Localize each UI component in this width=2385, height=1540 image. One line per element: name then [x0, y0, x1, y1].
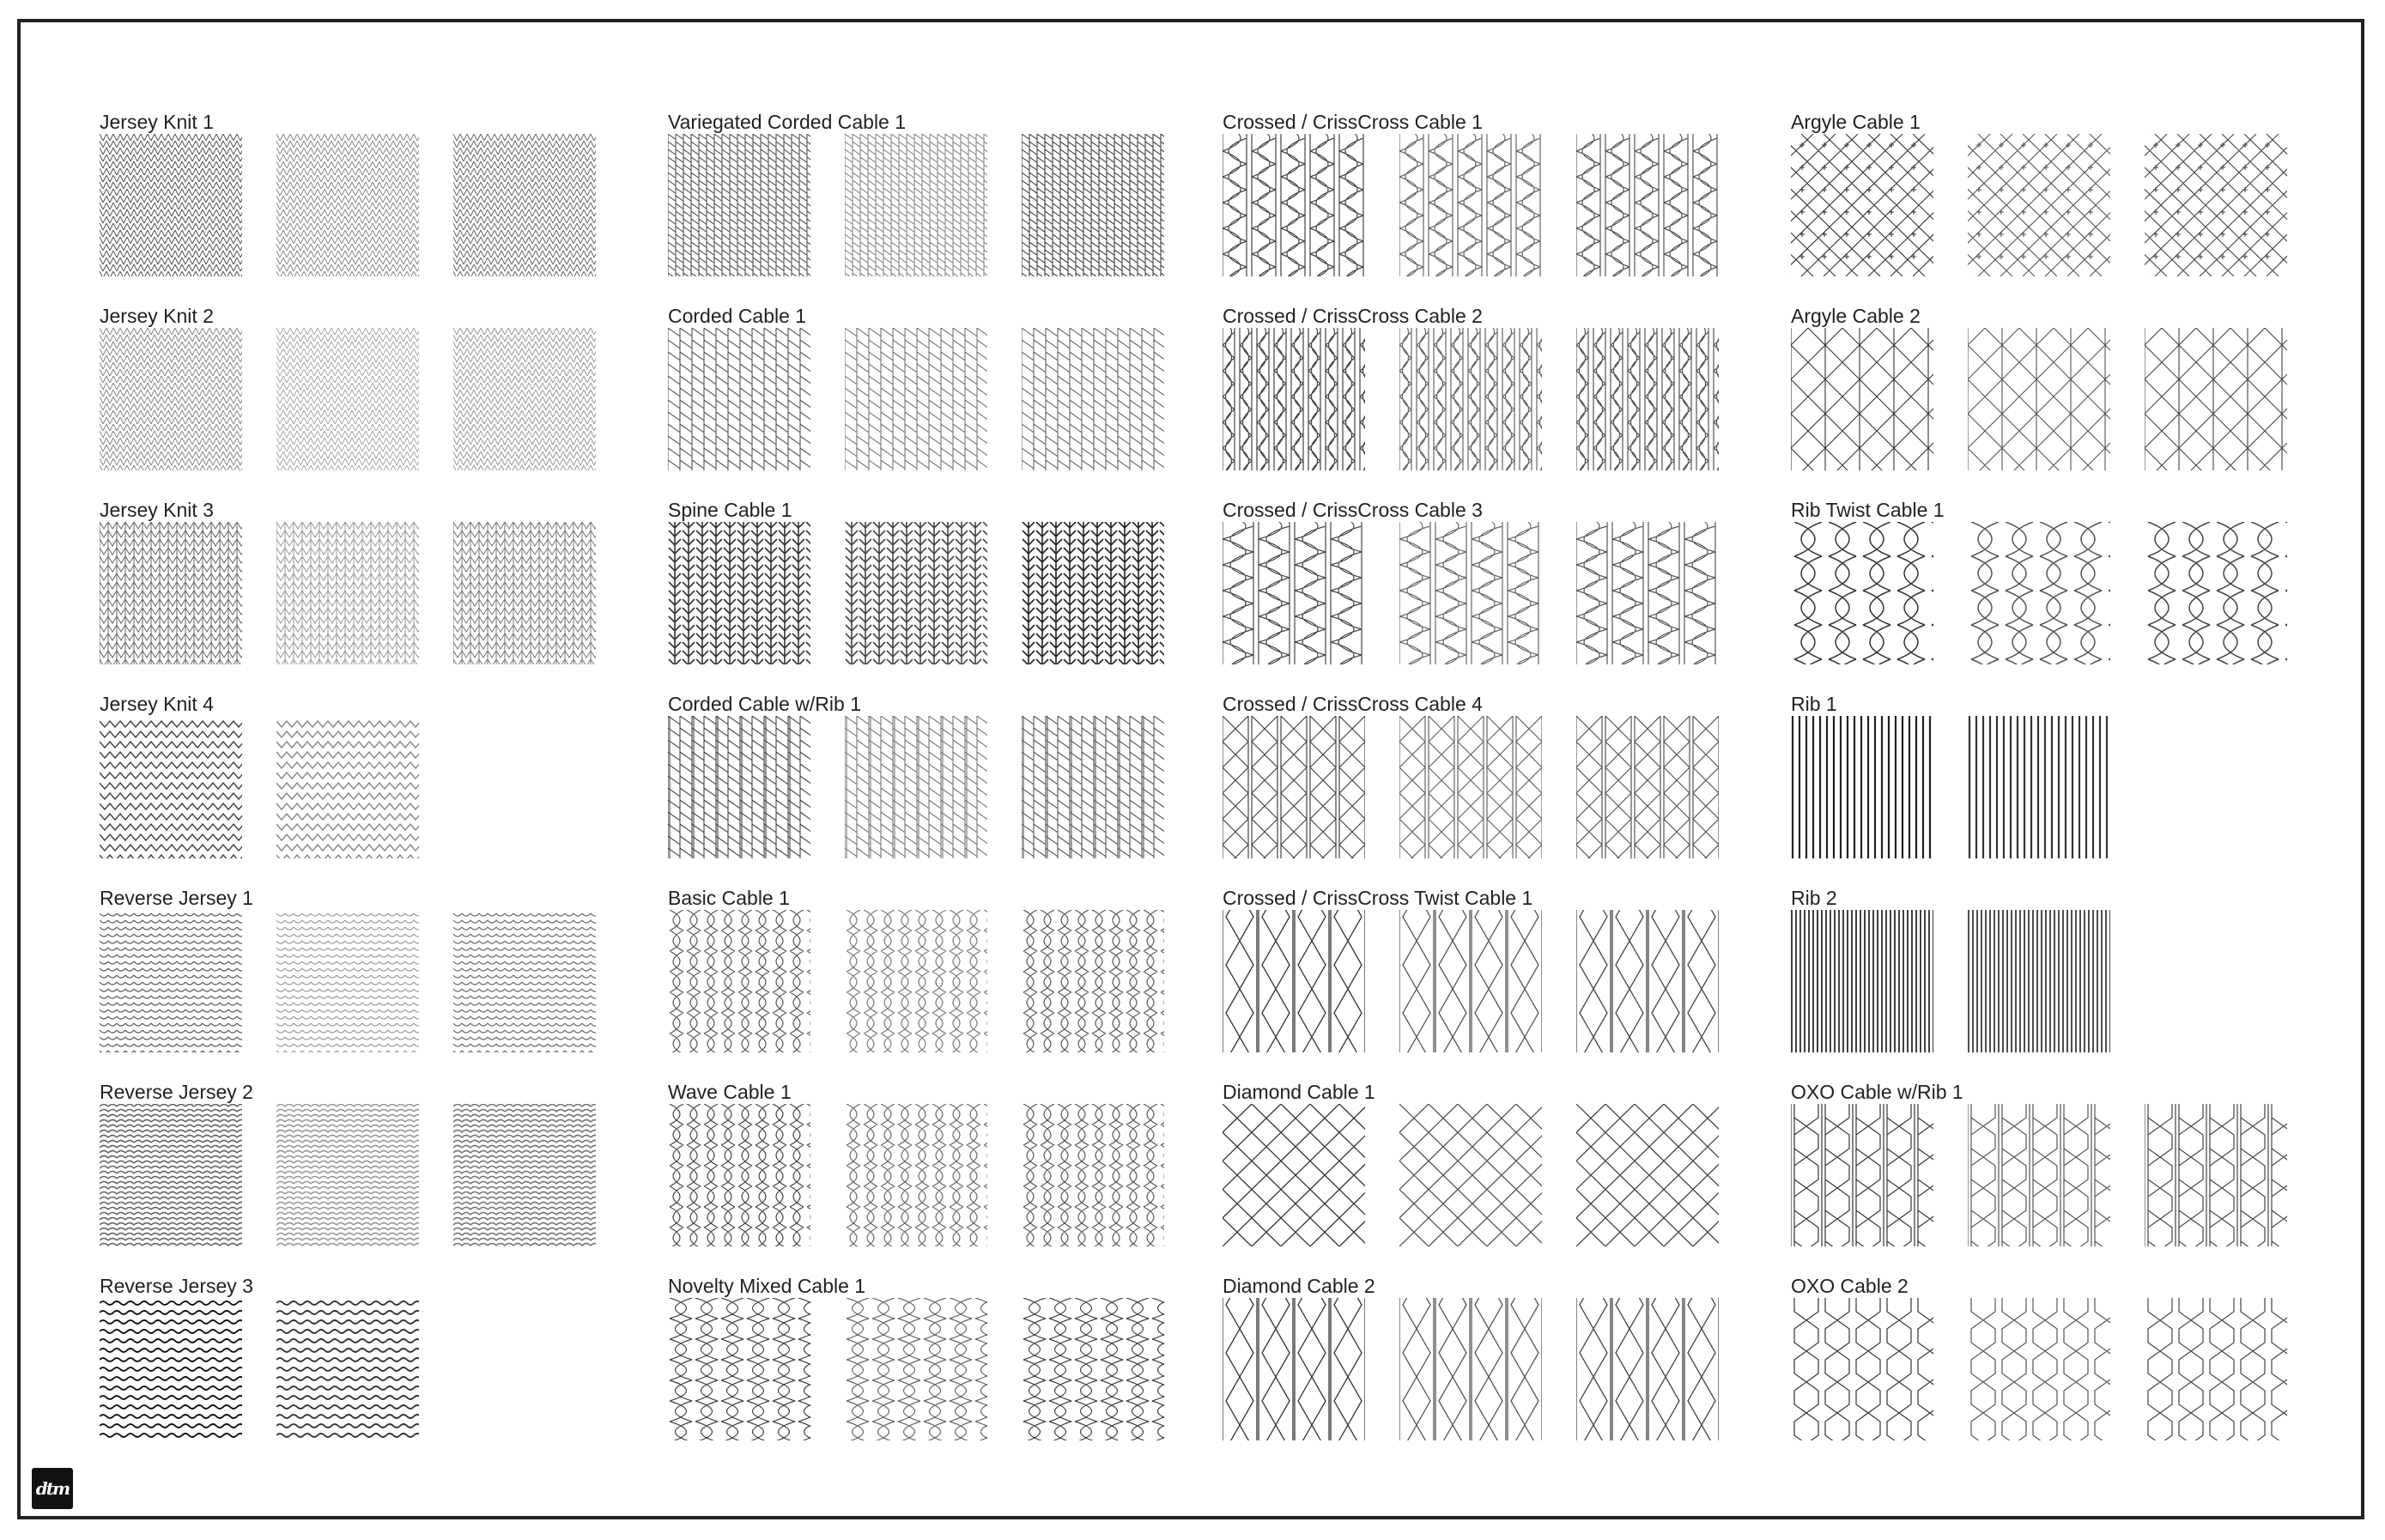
pattern-swatch — [1791, 1298, 1933, 1440]
pattern-swatch — [1968, 134, 2110, 276]
pattern-swatch — [453, 1104, 596, 1246]
swatch-texture — [276, 1104, 419, 1246]
swatch-texture — [100, 1104, 242, 1246]
pattern-group — [1223, 498, 1789, 670]
swatch-texture — [2145, 522, 2287, 664]
swatch-texture — [1791, 1104, 1933, 1246]
pattern-swatch — [1791, 910, 1933, 1052]
pattern-swatch — [1022, 910, 1164, 1052]
swatch-texture — [1968, 522, 2110, 664]
swatch-texture — [668, 134, 810, 276]
pattern-swatch — [1791, 716, 1933, 858]
pattern-group — [1223, 886, 1789, 1058]
swatch-texture — [276, 1298, 419, 1440]
pattern-title: Rib 2 — [1791, 887, 1837, 909]
pattern-title: OXO Cable 2 — [1791, 1275, 1909, 1297]
swatch-texture — [100, 328, 242, 470]
pattern-swatch — [276, 522, 419, 664]
swatch-texture — [1791, 716, 1933, 858]
pattern-title: Crossed / CrissCross Twist Cable 1 — [1223, 887, 1533, 909]
swatch-texture — [1791, 328, 1933, 470]
swatch-texture — [1022, 1104, 1164, 1246]
pattern-swatch — [668, 910, 810, 1052]
brand-logo-text: dtm — [35, 1478, 70, 1499]
pattern-swatch — [2145, 522, 2287, 664]
swatch-texture — [2145, 1104, 2287, 1246]
pattern-group — [1791, 498, 2358, 670]
swatch-texture — [100, 1298, 242, 1440]
pattern-title: Crossed / CrissCross Cable 1 — [1223, 111, 1483, 133]
swatch-texture — [453, 910, 596, 1052]
swatch-texture — [1968, 716, 2110, 858]
swatch-texture — [1022, 716, 1164, 858]
pattern-group — [668, 1274, 1235, 1446]
pattern-swatch — [1223, 134, 1365, 276]
pattern-swatch — [1968, 1104, 2110, 1246]
pattern-swatch — [100, 134, 242, 276]
pattern-swatch — [276, 134, 419, 276]
pattern-swatch — [1968, 1298, 2110, 1440]
pattern-swatch — [1399, 1298, 1542, 1440]
swatch-texture — [1968, 1298, 2110, 1440]
swatch-texture — [668, 716, 810, 858]
pattern-swatch — [845, 1298, 987, 1440]
pattern-group — [668, 498, 1235, 670]
pattern-title: Argyle Cable 1 — [1791, 111, 1921, 133]
pattern-swatch — [1223, 522, 1365, 664]
pattern-swatch — [1022, 328, 1164, 470]
pattern-title: Crossed / CrissCross Cable 3 — [1223, 499, 1483, 521]
swatch-texture — [276, 328, 419, 470]
swatch-texture — [1022, 1298, 1164, 1440]
pattern-swatch — [845, 328, 987, 470]
swatch-texture — [1968, 134, 2110, 276]
pattern-swatch — [668, 1104, 810, 1246]
pattern-group — [1791, 110, 2358, 282]
pattern-swatch — [1576, 1104, 1719, 1246]
swatch-texture — [845, 1104, 987, 1246]
swatch-texture — [2145, 1298, 2287, 1440]
pattern-swatch — [668, 1298, 810, 1440]
swatch-texture — [845, 716, 987, 858]
swatch-texture — [1022, 134, 1164, 276]
swatch-texture — [1223, 1104, 1365, 1246]
pattern-group — [668, 886, 1235, 1058]
swatch-texture — [1022, 910, 1164, 1052]
pattern-swatch — [1022, 1298, 1164, 1440]
pattern-swatch — [1399, 1104, 1542, 1246]
swatch-texture — [100, 522, 242, 664]
pattern-swatch — [845, 716, 987, 858]
pattern-swatch — [100, 522, 242, 664]
swatch-texture — [1576, 716, 1719, 858]
pattern-group — [1223, 1274, 1789, 1446]
pattern-group — [100, 110, 666, 282]
pattern-group — [668, 1080, 1235, 1252]
swatch-texture — [100, 134, 242, 276]
pattern-swatch — [100, 1298, 242, 1440]
swatch-texture — [668, 328, 810, 470]
pattern-group — [100, 1080, 666, 1252]
swatch-texture — [2145, 328, 2287, 470]
pattern-swatch — [1399, 910, 1542, 1052]
pattern-group — [668, 304, 1235, 476]
swatch-texture — [453, 1104, 596, 1246]
pattern-swatch — [845, 1104, 987, 1246]
swatch-texture — [1576, 328, 1719, 470]
pattern-swatch — [845, 134, 987, 276]
pattern-swatch — [1223, 1104, 1365, 1246]
swatch-texture — [1576, 910, 1719, 1052]
pattern-title: Crossed / CrissCross Cable 2 — [1223, 305, 1483, 327]
swatch-texture — [1576, 134, 1719, 276]
pattern-swatch — [1223, 910, 1365, 1052]
pattern-swatch — [276, 1298, 419, 1440]
pattern-title: Novelty Mixed Cable 1 — [668, 1275, 866, 1297]
pattern-swatch — [453, 522, 596, 664]
pattern-swatch — [2145, 1298, 2287, 1440]
pattern-group — [1223, 692, 1789, 864]
swatch-texture — [1968, 328, 2110, 470]
swatch-texture — [1791, 134, 1933, 276]
swatch-texture — [1223, 910, 1365, 1052]
pattern-title: Crossed / CrissCross Cable 4 — [1223, 693, 1483, 715]
pattern-title: Jersey Knit 1 — [100, 111, 214, 133]
pattern-swatch — [453, 134, 596, 276]
pattern-swatch — [276, 328, 419, 470]
pattern-swatch — [100, 1104, 242, 1246]
pattern-swatch — [1968, 716, 2110, 858]
swatch-texture — [1022, 522, 1164, 664]
swatch-texture — [276, 522, 419, 664]
pattern-swatch — [845, 522, 987, 664]
swatch-texture — [845, 522, 987, 664]
swatch-texture — [1399, 1298, 1542, 1440]
swatch-texture — [100, 910, 242, 1052]
pattern-swatch — [1022, 716, 1164, 858]
pattern-swatch — [453, 910, 596, 1052]
swatch-texture — [1968, 1104, 2110, 1246]
pattern-group — [100, 304, 666, 476]
swatch-texture — [1223, 328, 1365, 470]
swatch-texture — [1576, 1298, 1719, 1440]
swatch-texture — [668, 1104, 810, 1246]
pattern-group — [1223, 110, 1789, 282]
swatch-texture — [1223, 134, 1365, 276]
swatch-texture — [1576, 522, 1719, 664]
pattern-title: Reverse Jersey 2 — [100, 1081, 253, 1103]
pattern-title: Jersey Knit 4 — [100, 693, 214, 715]
swatch-texture — [668, 522, 810, 664]
swatch-texture — [1791, 910, 1933, 1052]
swatch-texture — [845, 910, 987, 1052]
pattern-swatch — [1576, 134, 1719, 276]
swatch-texture — [1223, 716, 1365, 858]
pattern-swatch — [668, 328, 810, 470]
swatch-texture — [453, 134, 596, 276]
swatch-texture — [668, 910, 810, 1052]
pattern-title: Jersey Knit 2 — [100, 305, 214, 327]
pattern-swatch — [668, 716, 810, 858]
swatch-texture — [276, 910, 419, 1052]
swatch-texture — [2145, 134, 2287, 276]
pattern-group — [100, 498, 666, 670]
pattern-swatch — [1968, 522, 2110, 664]
swatch-texture — [276, 134, 419, 276]
pattern-swatch — [1791, 328, 1933, 470]
pattern-title: Argyle Cable 2 — [1791, 305, 1921, 327]
swatch-texture — [1022, 328, 1164, 470]
pattern-group — [1791, 304, 2358, 476]
swatch-texture — [1399, 1104, 1542, 1246]
swatch-texture — [668, 1298, 810, 1440]
pattern-title: Variegated Corded Cable 1 — [668, 111, 907, 133]
pattern-title: Rib Twist Cable 1 — [1791, 499, 1945, 521]
pattern-swatch — [1399, 134, 1542, 276]
swatch-texture — [1223, 522, 1365, 664]
pattern-swatch — [1223, 1298, 1365, 1440]
pattern-swatch — [2145, 1104, 2287, 1246]
swatch-texture — [1399, 910, 1542, 1052]
swatch-texture — [276, 716, 419, 858]
swatch-texture — [1399, 134, 1542, 276]
pattern-group — [100, 886, 666, 1058]
pattern-swatch — [1576, 522, 1719, 664]
swatch-texture — [845, 134, 987, 276]
pattern-title: Jersey Knit 3 — [100, 499, 214, 521]
pattern-group — [1791, 886, 2358, 1058]
pattern-title: Corded Cable 1 — [668, 305, 807, 327]
pattern-swatch — [1223, 716, 1365, 858]
pattern-group — [1223, 304, 1789, 476]
pattern-swatch — [668, 522, 810, 664]
swatch-texture — [1399, 716, 1542, 858]
swatch-texture — [1576, 1104, 1719, 1246]
pattern-swatch — [1399, 716, 1542, 858]
swatch-texture — [1223, 1298, 1365, 1440]
pattern-swatch — [2145, 328, 2287, 470]
swatch-texture — [1968, 910, 2110, 1052]
pattern-title: Spine Cable 1 — [668, 499, 792, 521]
swatch-texture — [1791, 522, 1933, 664]
swatch-texture — [100, 716, 242, 858]
swatch-texture — [453, 328, 596, 470]
pattern-title: Corded Cable w/Rib 1 — [668, 693, 862, 715]
pattern-swatch — [276, 716, 419, 858]
pattern-swatch — [1576, 1298, 1719, 1440]
pattern-title: OXO Cable w/Rib 1 — [1791, 1081, 1963, 1103]
pattern-title: Wave Cable 1 — [668, 1081, 792, 1103]
pattern-swatch — [1791, 522, 1933, 664]
pattern-group — [100, 692, 666, 864]
pattern-group — [668, 110, 1235, 282]
pattern-swatch — [1576, 910, 1719, 1052]
pattern-swatch — [845, 910, 987, 1052]
pattern-group — [1223, 1080, 1789, 1252]
pattern-swatch — [100, 910, 242, 1052]
pattern-group — [1791, 1080, 2358, 1252]
pattern-swatch — [100, 716, 242, 858]
pattern-swatch — [100, 328, 242, 470]
pattern-swatch — [1022, 1104, 1164, 1246]
pattern-title: Diamond Cable 1 — [1223, 1081, 1375, 1103]
pattern-title: Rib 1 — [1791, 693, 1837, 715]
pattern-swatch — [1791, 134, 1933, 276]
pattern-group — [100, 1274, 666, 1446]
pattern-swatch — [1968, 328, 2110, 470]
pattern-swatch — [2145, 134, 2287, 276]
pattern-title: Reverse Jersey 1 — [100, 887, 253, 909]
pattern-swatch — [1399, 522, 1542, 664]
pattern-swatch — [1223, 328, 1365, 470]
pattern-swatch — [1968, 910, 2110, 1052]
pattern-group — [668, 692, 1235, 864]
pattern-group — [1791, 692, 2358, 864]
swatch-texture — [1399, 522, 1542, 664]
swatch-texture — [1791, 1298, 1933, 1440]
pattern-title: Reverse Jersey 3 — [100, 1275, 253, 1297]
swatch-texture — [845, 1298, 987, 1440]
brand-logo — [32, 1468, 73, 1509]
pattern-swatch — [1791, 1104, 1933, 1246]
pattern-swatch — [276, 910, 419, 1052]
pattern-swatch — [1399, 328, 1542, 470]
pattern-swatch — [453, 328, 596, 470]
pattern-swatch — [1022, 134, 1164, 276]
pattern-group — [1791, 1274, 2358, 1446]
pattern-swatch — [276, 1104, 419, 1246]
pattern-swatch — [668, 134, 810, 276]
swatch-texture — [845, 328, 987, 470]
pattern-swatch — [1022, 522, 1164, 664]
pattern-swatch — [1576, 328, 1719, 470]
pattern-swatch — [1576, 716, 1719, 858]
swatch-texture — [1399, 328, 1542, 470]
pattern-title: Diamond Cable 2 — [1223, 1275, 1375, 1297]
swatch-texture — [453, 522, 596, 664]
pattern-title: Basic Cable 1 — [668, 887, 790, 909]
